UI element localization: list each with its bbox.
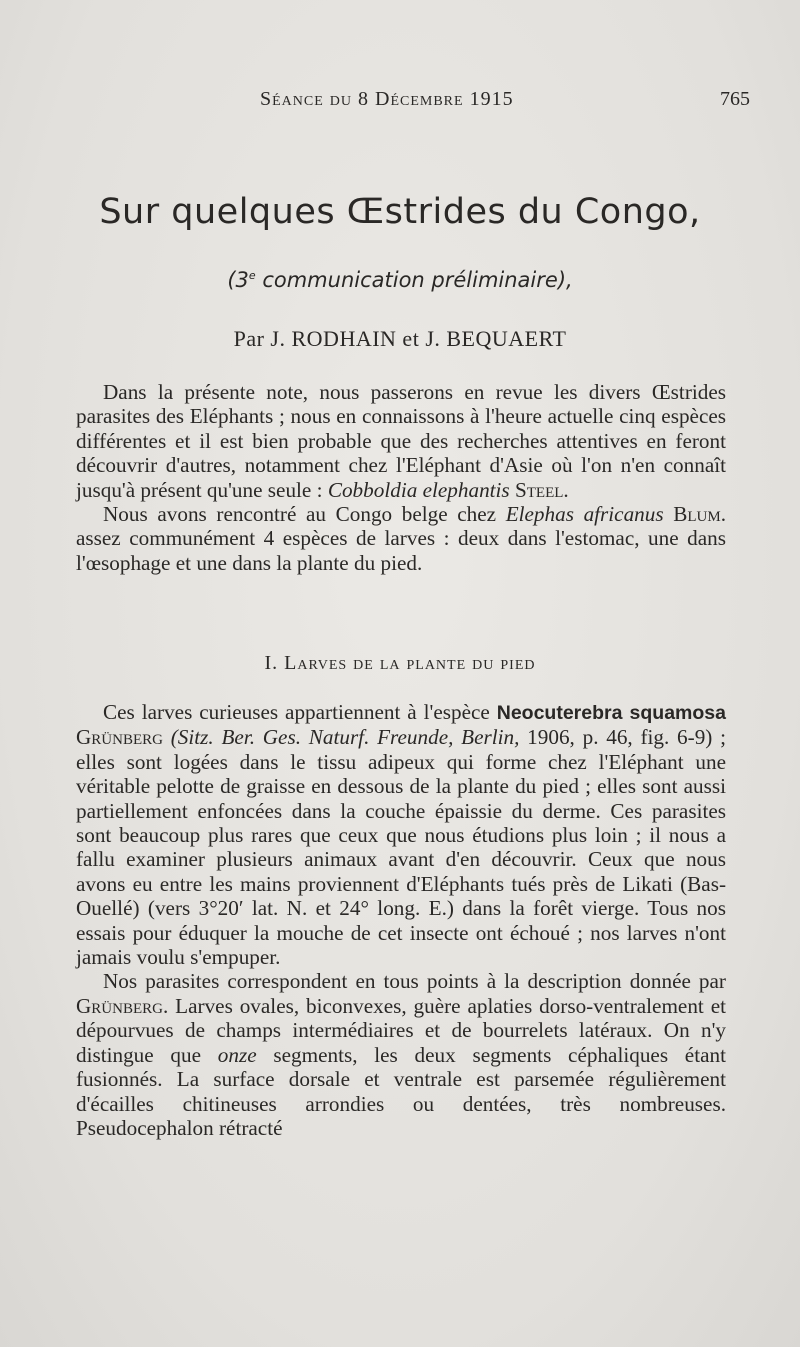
article-title: Sur quelques Œstrides du Congo, — [99, 192, 701, 232]
p3-species: Neocuterebra squamosa — [496, 702, 726, 724]
subtitle-pre: (3 — [227, 268, 249, 292]
p2-text-a: Nous avons rencontré au Congo belge chez — [103, 502, 506, 527]
article-subtitle — [0, 268, 800, 292]
section-heading — [0, 652, 800, 675]
p4-text-a: Nos parasites correspondent en tous points à la description donnée par — [103, 969, 726, 994]
p1-species: Cobboldia elephantis — [327, 477, 510, 502]
subtitle-post: communication préliminaire), — [255, 268, 573, 292]
section-title: Larves de la plante du pied — [284, 652, 536, 674]
p1-text: Dans la présente note, nous passerons en revue les divers Œstrides parasites des Eléphants ; nous en connaissons à l'heure actuelle cinq espèces différentes et il est bien probable que des recherches attentives en feront découvrir d'autres, notamment chez l'Eléphant d'Asie où l'on n'en connaît jusqu'à présent qu'une seule : — [76, 380, 726, 502]
section-number: I. — [264, 652, 285, 674]
running-head — [0, 88, 800, 118]
p4-text-b: . Larves ovales, biconvexes, guère aplaties dorso-ventralement et dépourvues de champs intermédiaires et de bourrelets latéraux. On n'y distingue que — [76, 993, 726, 1067]
subtitle-superscript: e — [248, 269, 256, 282]
running-head-title: Séance du 8 Décembre 1915 — [260, 88, 514, 110]
paragraph-4 — [76, 969, 726, 1140]
section-body — [76, 700, 726, 1140]
p3-text-a: Ces larves curieuses appartiennent à l'espèce — [103, 700, 497, 724]
p4-author: Grünberg — [76, 993, 163, 1018]
p4-emphasis: onze — [217, 1042, 257, 1067]
p3-author: Grünberg — [76, 725, 163, 750]
article-authors: Par J. RODHAIN et J. BEQUAERT — [233, 326, 567, 351]
paragraph-1 — [76, 380, 726, 502]
p3-text-b: 1906, p. 46, fig. 6-9) ; elles sont logées dans le tissu adipeux qui forme chez l'Eléphant une véritable pelotte de graisse en dessous de la plante du pied ; elles sont aussi partiellement enfoncées dans la couche épaissie du derme. Ces parasites sont beaucoup plus rares que ceux que nous étudions plus loin ; il nous a fallu examiner plusieurs animaux avant d'en découvrir. Ceux que nous avons eu entre les mains proviennent d'Eléphants tués près de Likati (Bas-Ouellé) (vers 3°20′ lat. N. et 24° long. E.) dans la forêt vierge. Tous nos essais pour éduquer la mouche de cet insecte ont échoué ; nos larves n'ont jamais voulu s'empuper. — [76, 725, 726, 970]
paragraph-2 — [76, 502, 726, 575]
p1-author: Steel. — [509, 477, 569, 502]
paragraph-3 — [76, 700, 726, 969]
intro-block — [76, 380, 726, 575]
page-number: 765 — [720, 88, 750, 110]
p4-text-c: segments, les deux segments céphaliques étant fusionnés. La surface dorsale et ventrale est parsemée régulièrement d'écailles chitineuses arrondies ou dentées, très nombreuses. Pseudocephalon rétracté — [76, 1042, 726, 1140]
p2-species: Elephas africanus — [505, 502, 664, 527]
p2-author: Blum. — [663, 502, 726, 527]
p3-reference: (Sitz. Ber. Ges. Naturf. Freunde, Berlin, — [162, 725, 520, 750]
p2-text-b: assez communément 4 espèces de larves : deux dans l'estomac, une dans l'œsophage et une dans la plante du pied. — [76, 526, 726, 575]
